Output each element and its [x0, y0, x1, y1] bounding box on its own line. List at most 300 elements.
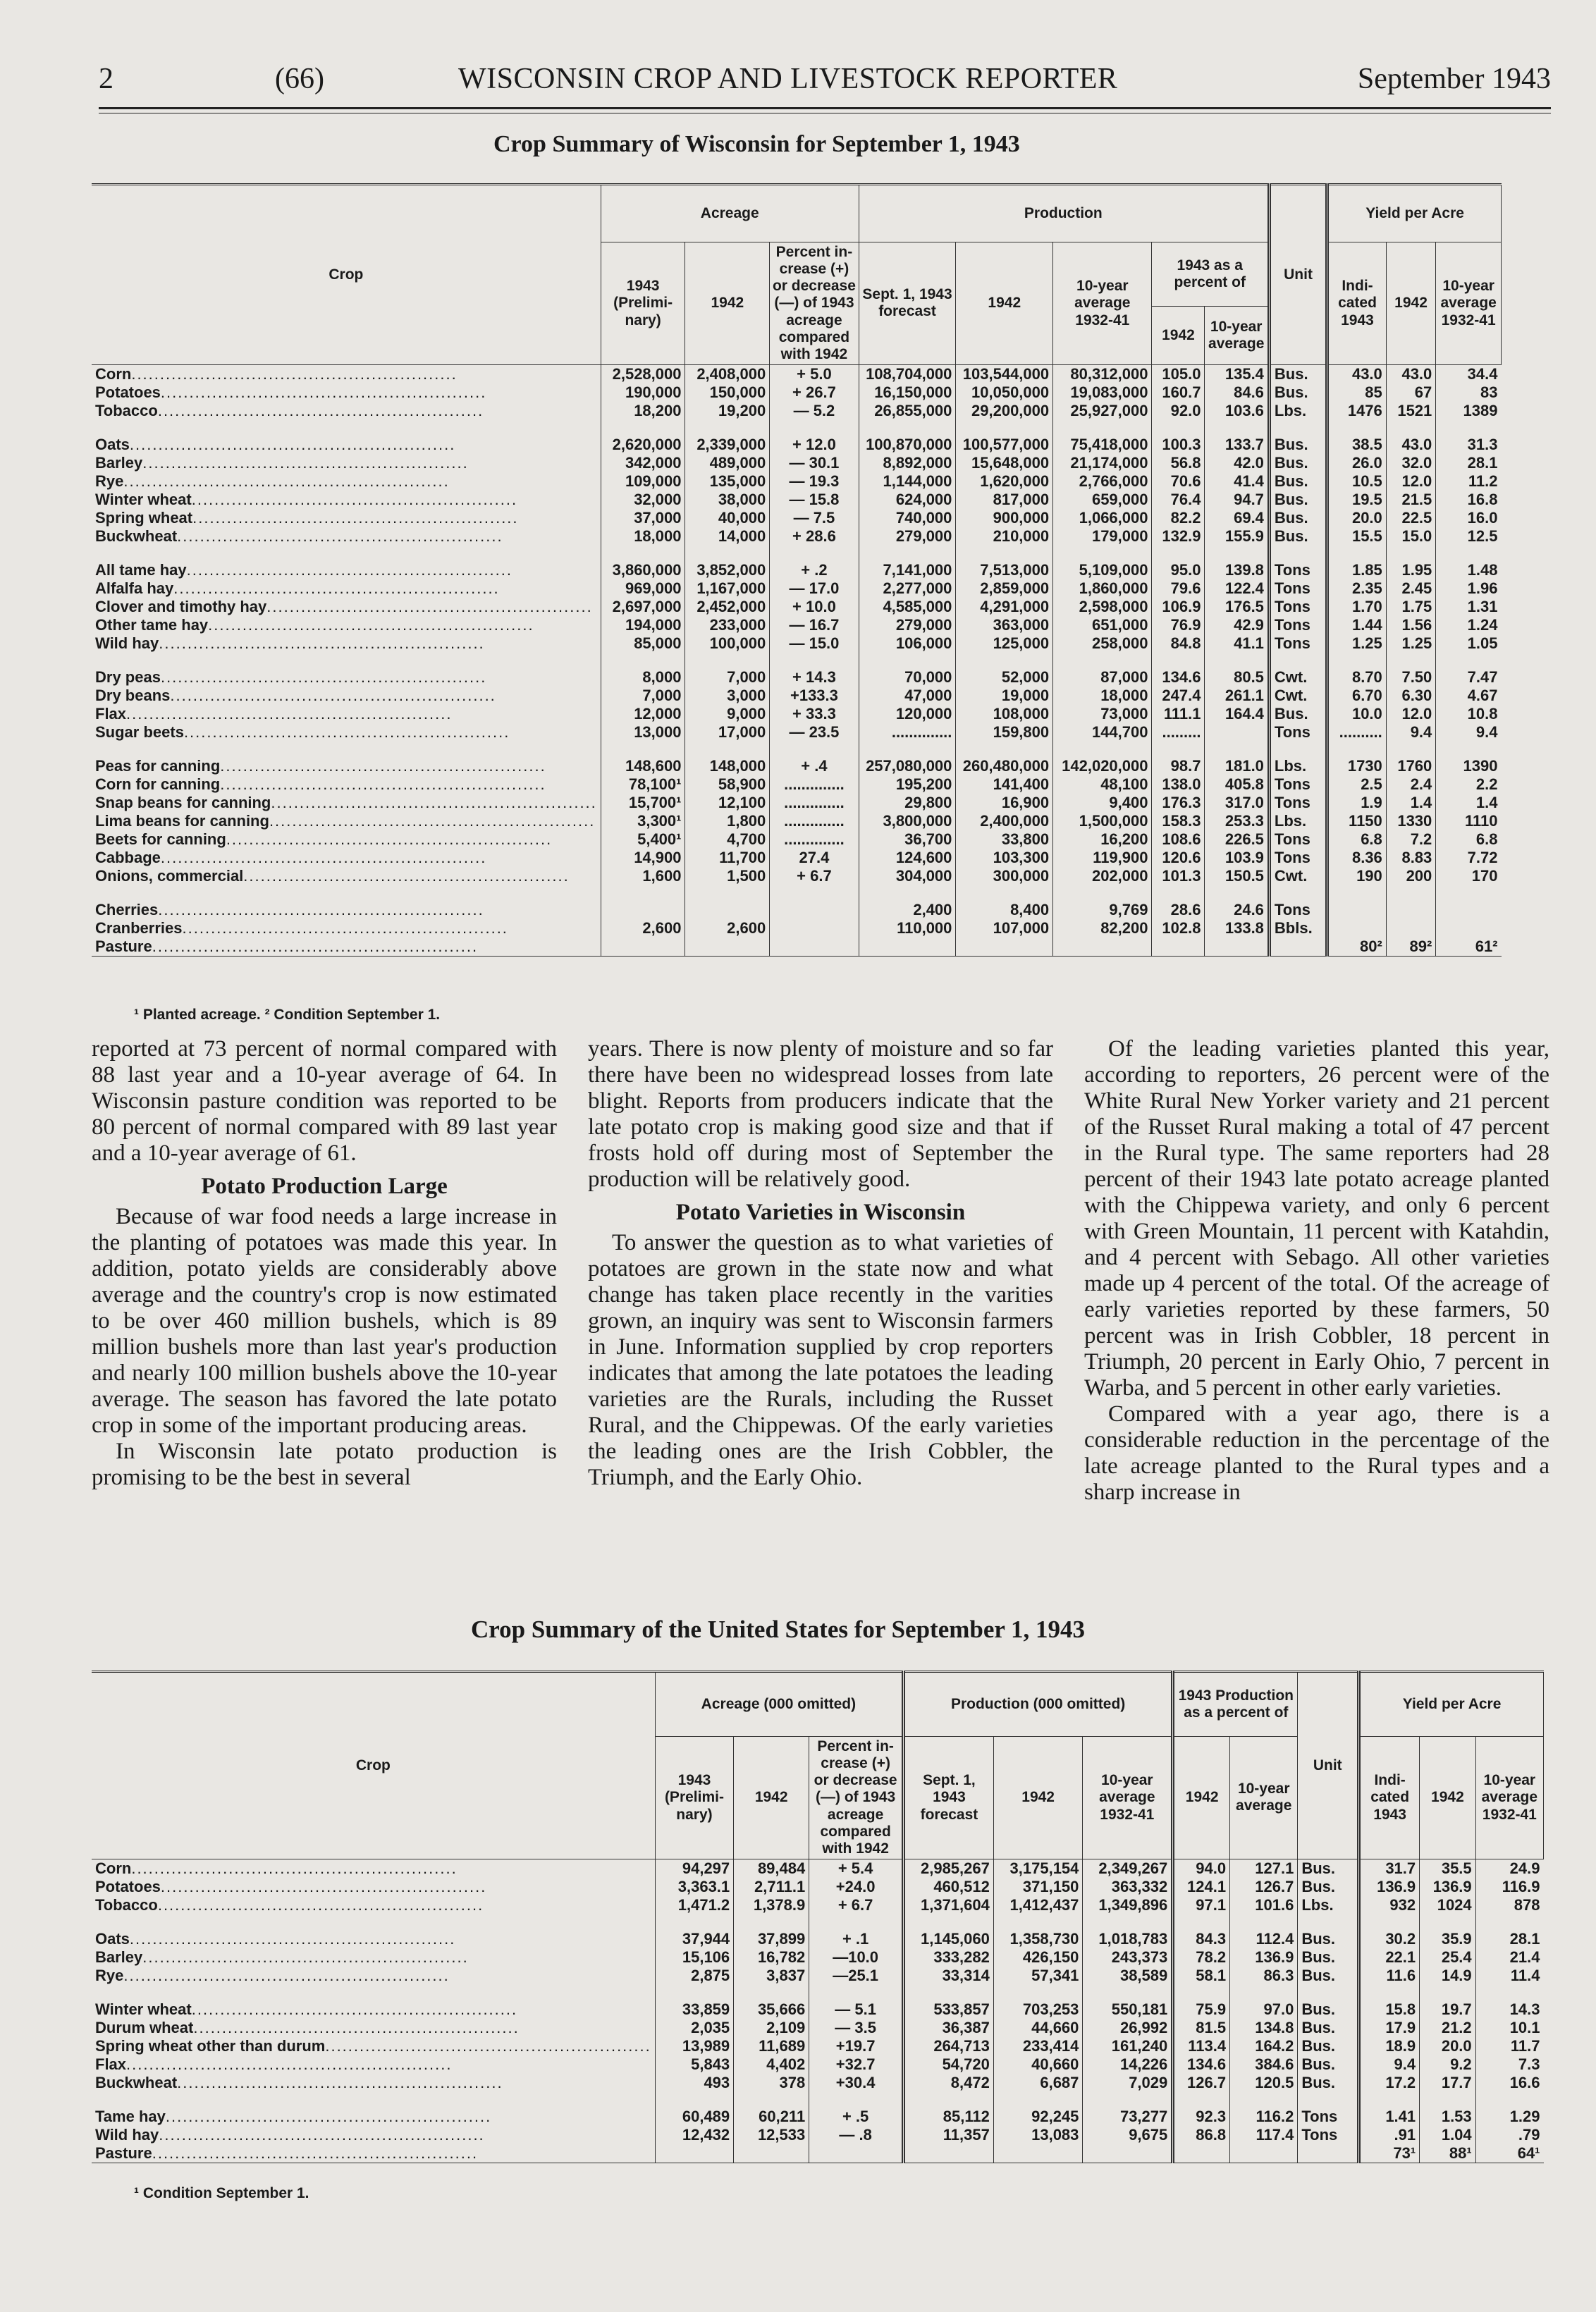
table-row: [92, 634, 1502, 653]
table-cell: 102.8: [1152, 919, 1205, 937]
table-cell: 101.3: [1152, 867, 1205, 885]
table-row: [92, 757, 1502, 775]
table-cell: 14,226: [1083, 2055, 1173, 2074]
table-cell: 13,083: [993, 2126, 1083, 2144]
table-cell: 54,720: [904, 2055, 994, 2074]
table-cell: [601, 937, 685, 957]
table-cell: 103,544,000: [956, 364, 1053, 383]
col-unit: Unit: [1269, 185, 1327, 365]
table-cell: 29,800: [859, 794, 956, 812]
group-spacer: [92, 742, 1502, 757]
table-cell: 21.4: [1475, 1948, 1543, 1967]
crop-name: [92, 383, 601, 402]
table-cell: 12.5: [1436, 527, 1502, 546]
table-cell: [1053, 937, 1152, 957]
table-cell: 36,700: [859, 830, 956, 849]
table-cell: 1,500: [685, 867, 770, 885]
table-cell: 1.9: [1327, 794, 1387, 812]
table-cell: 11,357: [904, 2126, 994, 2144]
table-cell: 703,253: [993, 2000, 1083, 2019]
col-acreage-1942: 1942: [734, 1737, 809, 1859]
table-cell: [685, 901, 770, 919]
table-cell: 2,452,000: [685, 598, 770, 616]
table-cell: 3,363.1: [655, 1878, 733, 1896]
table-cell: 75,418,000: [1053, 436, 1152, 454]
table-cell: 7.50: [1386, 668, 1436, 687]
table-cell: 6,687: [993, 2074, 1083, 2092]
table-cell: 9,769: [1053, 901, 1152, 919]
spacer-cell: [1083, 1985, 1173, 2000]
crop-name-text: Spring wheat other than durum: [95, 2036, 326, 2055]
table-cell: .........: [1152, 723, 1205, 742]
table-row: [92, 1967, 1544, 1985]
table-cell: 38,000: [685, 491, 770, 509]
table-cell: 15.0: [1386, 527, 1436, 546]
table-cell: 124.1: [1173, 1878, 1230, 1896]
leader-dots: .........................................................: [226, 830, 553, 848]
table-cell: 1150: [1327, 812, 1387, 830]
paragraph: Of the leading varieties planted this year, according to reporters, 26 percent were of the White Rural New Yorker variety and 21 percent of the Russet Rural making a total of 47 percent in the Rural type. The same reporters had 28 percent of their 1943 late potato acreage planted with the Chippewa variety, and only 6 percent with Green Mountain, 11 percent with Katahdin, and 4 percent with Sebago. All other varieties made up 4 percent of the total. Of the acreage of early varieties reported by these farmers, 50 percent was in Irish Cobbler, 18 percent in Triumph, 20 percent in Early Ohio, 7 percent in Warba, and 5 percent in other early varieties.: [1084, 1036, 1549, 1401]
table-cell: 52,000: [956, 668, 1053, 687]
table-cell: ..............: [770, 812, 859, 830]
spacer-cell: [956, 653, 1053, 668]
table-cell: 342,000: [601, 454, 685, 472]
table-cell: 9,675: [1083, 2126, 1173, 2144]
table-cell: 94.0: [1173, 1859, 1230, 1878]
table-cell: 1760: [1386, 757, 1436, 775]
col-prod-10yr: 10-year average 1932-41: [1083, 1737, 1173, 1859]
table-cell: 106.9: [1152, 598, 1205, 616]
spacer-cell: [1298, 1985, 1359, 2000]
table-cell: 19.5: [1327, 491, 1387, 509]
spacer-cell: [1205, 885, 1269, 901]
table-cell: — 15.0: [770, 634, 859, 653]
table-cell: 25.4: [1420, 1948, 1476, 1967]
table-cell: 22.1: [1359, 1948, 1420, 1967]
col-prod-percent: 1943 as a percent of: [1152, 242, 1269, 307]
table-cell: 56.8: [1152, 454, 1205, 472]
table-cell: 29,200,000: [956, 402, 1053, 420]
table-cell: 2,339,000: [685, 436, 770, 454]
crop-name: [92, 668, 601, 687]
table-cell: 170: [1436, 867, 1502, 885]
col-acreage-percent: Percent in- crease (+) or decrease (—) of 1943 acreage compared with 1942: [770, 242, 859, 365]
table-cell: 35.5: [1420, 1859, 1476, 1878]
table-cell: 12,533: [734, 2126, 809, 2144]
table-cell: 158.3: [1152, 812, 1205, 830]
table-cell: 1389: [1436, 402, 1502, 420]
table-cell: — 5.1: [809, 2000, 904, 2019]
table-cell: 210,000: [956, 527, 1053, 546]
table-cell: Lbs.: [1298, 1896, 1359, 1914]
table-cell: 17,000: [685, 723, 770, 742]
table-row: [92, 436, 1502, 454]
table-cell: 932: [1359, 1896, 1420, 1914]
table-cell: 80²: [1327, 937, 1387, 957]
table-row: [92, 2055, 1544, 2074]
table-cell: 8.83: [1386, 849, 1436, 867]
table-cell: + 5.0: [770, 364, 859, 383]
col-yield: Yield per Acre: [1327, 185, 1502, 242]
table-cell: 10.8: [1436, 705, 1502, 723]
crop-name: [92, 849, 601, 867]
crop-name: [92, 634, 601, 653]
crop-name-text: Tobacco: [95, 401, 158, 419]
group-spacer: [92, 1914, 1544, 1930]
table-cell: 14,000: [685, 527, 770, 546]
table-cell: 85,112: [904, 2108, 994, 2126]
table-cell: 3,800,000: [859, 812, 956, 830]
wisconsin-table-title: Crop Summary of Wisconsin for September 1, 1943: [493, 131, 1020, 157]
table-cell: 16,782: [734, 1948, 809, 1967]
table-cell: 83: [1436, 383, 1502, 402]
table-cell: 16.0: [1436, 509, 1502, 527]
table-cell: 34.4: [1436, 364, 1502, 383]
table-cell: 6.8: [1436, 830, 1502, 849]
leader-dots: .........................................................: [266, 597, 593, 615]
table-cell: 2,598,000: [1053, 598, 1152, 616]
table-cell: 8.36: [1327, 849, 1387, 867]
spacer-cell: [1269, 742, 1327, 757]
table-cell: 87,000: [1053, 668, 1152, 687]
table-cell: 13,989: [655, 2037, 733, 2055]
table-cell: 150,000: [685, 383, 770, 402]
table-cell: 100.3: [1152, 436, 1205, 454]
table-cell: 10.0: [1327, 705, 1387, 723]
spacer-cell: [859, 546, 956, 561]
crop-name: [92, 2055, 655, 2074]
col-prod-1942: 1942: [956, 242, 1053, 365]
spacer-cell: [601, 546, 685, 561]
table-row: [92, 527, 1502, 546]
table-cell: 120.6: [1152, 849, 1205, 867]
group-spacer: [92, 420, 1502, 436]
table-cell: 1.48: [1436, 561, 1502, 579]
table-cell: 1,167,000: [685, 579, 770, 598]
table-cell: 3,837: [734, 1967, 809, 1985]
leader-dots: .........................................................: [191, 2000, 518, 2018]
table-cell: 1.05: [1436, 634, 1502, 653]
table-cell: 405.8: [1205, 775, 1269, 794]
col-acreage-percent: Percent in- crease (+) or decrease (—) of 1943 acreage compared with 1942: [809, 1737, 904, 1859]
crop-name: [92, 867, 601, 885]
table-cell: 7,513,000: [956, 561, 1053, 579]
table-cell: 460,512: [904, 1878, 994, 1896]
spacer-cell: [904, 1914, 994, 1930]
table-row: [92, 402, 1502, 420]
table-cell: 1.44: [1327, 616, 1387, 634]
table-cell: 58,900: [685, 775, 770, 794]
leader-dots: .........................................................: [157, 1895, 484, 1914]
table-cell: + 6.7: [770, 867, 859, 885]
table-cell: 33,859: [655, 2000, 733, 2019]
table-cell: Tons: [1269, 775, 1327, 794]
table-cell: 164.4: [1205, 705, 1269, 723]
table-cell: Bus.: [1269, 383, 1327, 402]
table-cell: 134.6: [1173, 2055, 1230, 2074]
crop-name: [92, 598, 601, 616]
table-cell: — 19.3: [770, 472, 859, 491]
table-cell: 82,200: [1053, 919, 1152, 937]
table-cell: 4.67: [1436, 687, 1502, 705]
spacer-cell: [1173, 1914, 1230, 1930]
table-cell: 33,800: [956, 830, 1053, 849]
table-cell: 2,109: [734, 2019, 809, 2037]
spacer-cell: [1359, 1914, 1420, 1930]
table-row: [92, 616, 1502, 634]
table-cell: + .4: [770, 757, 859, 775]
table-cell: 43.0: [1386, 436, 1436, 454]
spacer-cell: [904, 2092, 994, 2108]
table-cell: 84.3: [1173, 1930, 1230, 1948]
crop-name: [92, 454, 601, 472]
table-cell: 9,400: [1053, 794, 1152, 812]
spacer-cell: [601, 420, 685, 436]
table-cell: 25,927,000: [1053, 402, 1152, 420]
paragraph: Because of war food needs a large increase in the planting of potatoes was made this year. In addition, potato yields are considerably above average and the country's crop is now estimated to be over 460 million bushels, which is 89 million bushels more than last year's production and nearly 100 million bushels above the 10-year average. The season has favored the late potato crop in some of the important producing areas.: [92, 1204, 557, 1438]
crop-name-text: Snap beans for canning: [95, 793, 271, 811]
table-cell: 16.8: [1436, 491, 1502, 509]
crop-name: [92, 1896, 655, 1914]
spacer-cell: [685, 420, 770, 436]
col-yield-indicated: Indi- cated 1943: [1359, 1737, 1420, 1859]
leader-dots: .........................................................: [152, 937, 479, 955]
table-cell: Bus.: [1269, 491, 1327, 509]
table-cell: 28.1: [1436, 454, 1502, 472]
crop-name-text: Tobacco: [95, 1895, 158, 1914]
leader-dots: .........................................................: [159, 634, 485, 652]
table-cell: 7.2: [1386, 830, 1436, 849]
table-cell: 2,600: [685, 919, 770, 937]
spacer-cell: [92, 546, 601, 561]
table-row: [92, 867, 1502, 885]
table-cell: 1,860,000: [1053, 579, 1152, 598]
table-cell: 2,620,000: [601, 436, 685, 454]
table-cell: 21,174,000: [1053, 454, 1152, 472]
table-cell: 8,472: [904, 2074, 994, 2092]
table-cell: 258,000: [1053, 634, 1152, 653]
table-cell: 21.2: [1420, 2019, 1476, 2037]
table-cell: [1083, 2144, 1173, 2163]
leader-dots: .........................................................: [158, 900, 484, 918]
table-cell: + 33.3: [770, 705, 859, 723]
crop-name: [92, 1859, 655, 1878]
table-cell: 176.3: [1152, 794, 1205, 812]
crop-name-text: Cabbage: [95, 848, 161, 866]
table-row: [92, 775, 1502, 794]
leader-dots: .........................................................: [160, 1877, 487, 1895]
table-cell: 19.7: [1420, 2000, 1476, 2019]
table-cell: +19.7: [809, 2037, 904, 2055]
group-spacer: [92, 653, 1502, 668]
spacer-cell: [859, 885, 956, 901]
table-cell: 101.6: [1230, 1896, 1298, 1914]
table-cell: 1.25: [1386, 634, 1436, 653]
leader-dots: .........................................................: [177, 527, 503, 545]
table-cell: 2,035: [655, 2019, 733, 2037]
table-row: [92, 919, 1502, 937]
table-cell: +30.4: [809, 2074, 904, 2092]
us-table-footnote: ¹ Condition September 1.: [134, 2185, 309, 2201]
table-cell: 124,600: [859, 849, 956, 867]
crop-name-text: Barley: [95, 1948, 143, 1966]
leader-dots: .........................................................: [129, 1929, 456, 1948]
table-cell: 1,500,000: [1053, 812, 1152, 830]
table-cell: 8.70: [1327, 668, 1387, 687]
table-cell: Bus.: [1298, 1967, 1359, 1985]
table-cell: Tons: [1269, 901, 1327, 919]
spacer-cell: [956, 742, 1053, 757]
table-cell: Bus.: [1298, 1930, 1359, 1948]
table-cell: 89²: [1386, 937, 1436, 957]
table-cell: 651,000: [1053, 616, 1152, 634]
table-cell: 1024: [1420, 1896, 1476, 1914]
table-cell: 1.04: [1420, 2126, 1476, 2144]
table-cell: Cwt.: [1269, 867, 1327, 885]
spacer-cell: [1359, 2092, 1420, 2108]
table-cell: 11.7: [1475, 2037, 1543, 2055]
crop-name-text: Potatoes: [95, 1877, 161, 1895]
leader-dots: .........................................................: [129, 435, 456, 453]
table-cell: Bus.: [1269, 527, 1327, 546]
table-cell: 136.9: [1420, 1878, 1476, 1896]
table-cell: Tons: [1269, 794, 1327, 812]
crop-name: [92, 830, 601, 849]
spacer-cell: [685, 653, 770, 668]
table-cell: 19,083,000: [1053, 383, 1152, 402]
us-table-title: Crop Summary of the United States for September 1, 1943: [471, 1616, 1086, 1643]
table-cell: +133.3: [770, 687, 859, 705]
table-cell: 261.1: [1205, 687, 1269, 705]
leader-dots: .........................................................: [126, 704, 453, 722]
col-prod-percent: 1943 Production as a percent of: [1173, 1672, 1298, 1737]
table-cell: 279,000: [859, 527, 956, 546]
spacer-cell: [809, 2092, 904, 2108]
spacer-cell: [601, 742, 685, 757]
crop-name: [92, 2037, 655, 2055]
crop-name: [92, 2144, 655, 2163]
crop-name-text: Pasture: [95, 937, 152, 955]
col-acreage-1942: 1942: [685, 242, 770, 365]
col-acreage: Acreage (000 omitted): [655, 1672, 903, 1737]
table-cell: —10.0: [809, 1948, 904, 1967]
table-cell: 12.0: [1386, 705, 1436, 723]
table-cell: 92.3: [1173, 2108, 1230, 2126]
table-row: [92, 472, 1502, 491]
table-cell: 2,766,000: [1053, 472, 1152, 491]
table-cell: 38.5: [1327, 436, 1387, 454]
spacer-cell: [1298, 1914, 1359, 1930]
table-cell: 3,852,000: [685, 561, 770, 579]
crop-name-text: Spring wheat: [95, 508, 193, 527]
table-cell: Cwt.: [1269, 668, 1327, 687]
table-cell: 111.1: [1152, 705, 1205, 723]
table-cell: 1,800: [685, 812, 770, 830]
table-cell: 122.4: [1205, 579, 1269, 598]
table-cell: 1,600: [601, 867, 685, 885]
spacer-cell: [1173, 2092, 1230, 2108]
spacer-cell: [655, 2092, 733, 2108]
crop-name-text: Cherries: [95, 900, 159, 918]
spacer-cell: [92, 742, 601, 757]
table-cell: 10.1: [1475, 2019, 1543, 2037]
spacer-cell: [92, 420, 601, 436]
table-cell: 80.5: [1205, 668, 1269, 687]
table-cell: Bus.: [1298, 1859, 1359, 1878]
table-cell: 1.70: [1327, 598, 1387, 616]
leader-dots: .........................................................: [165, 2107, 492, 2125]
table-cell: 1,471.2: [655, 1896, 733, 1914]
crop-name: [92, 1930, 655, 1948]
leader-dots: .........................................................: [160, 383, 487, 401]
table-cell: 117.4: [1230, 2126, 1298, 2144]
crop-name-text: Winter wheat: [95, 490, 192, 508]
table-row: [92, 2108, 1544, 2126]
table-cell: 16,900: [956, 794, 1053, 812]
table-cell: [1173, 2144, 1230, 2163]
table-row: [92, 2000, 1544, 2019]
table-cell: 8,400: [956, 901, 1053, 919]
spacer-cell: [859, 420, 956, 436]
heading-potato-varieties: Potato Varieties in Wisconsin: [675, 1200, 966, 1225]
table-cell: 6.70: [1327, 687, 1387, 705]
table-cell: 1.95: [1386, 561, 1436, 579]
table-cell: — 16.7: [770, 616, 859, 634]
table-cell: Tons: [1269, 723, 1327, 742]
table-cell: 33,314: [904, 1967, 994, 1985]
table-cell: 2,697,000: [601, 598, 685, 616]
spacer-cell: [685, 885, 770, 901]
table-cell: Bus.: [1269, 364, 1327, 383]
table-cell: 32,000: [601, 491, 685, 509]
spacer-cell: [1152, 653, 1205, 668]
table-cell: 624,000: [859, 491, 956, 509]
table-cell: [734, 2144, 809, 2163]
table-cell: 371,150: [993, 1878, 1083, 1896]
spacer-cell: [1386, 742, 1436, 757]
paragraph: years. There is now plenty of moisture and so far there have been no widespread losses from late blight. Reports from producers indicate that the late potato crop is making good size and that if frosts hold off during most of September the production will be relatively good.: [588, 1036, 1053, 1192]
table-cell: 134.6: [1152, 668, 1205, 687]
spacer-cell: [1083, 1914, 1173, 1930]
table-cell: [601, 901, 685, 919]
table-cell: [1327, 901, 1387, 919]
leader-dots: .........................................................: [325, 2036, 651, 2055]
table-cell: 493: [655, 2074, 733, 2092]
article-column-1: [92, 1036, 557, 1491]
table-cell: — 5.2: [770, 402, 859, 420]
table-cell: 1730: [1327, 757, 1387, 775]
table-cell: [655, 2144, 733, 2163]
table-cell: 38,589: [1083, 1967, 1173, 1985]
table-cell: 14,900: [601, 849, 685, 867]
table-row: [92, 383, 1502, 402]
table-cell: 76.4: [1152, 491, 1205, 509]
table-cell: 81.5: [1173, 2019, 1230, 2037]
crop-name: [92, 527, 601, 546]
table-cell: 2,400,000: [956, 812, 1053, 830]
paragraph: Compared with a year ago, there is a considerable reduction in the percentage of the late acreage planted to the Rural types and a sharp increase in: [1084, 1401, 1549, 1505]
table-cell: 108,000: [956, 705, 1053, 723]
group-spacer: [92, 885, 1502, 901]
col-acreage: Acreage: [601, 185, 859, 242]
spacer-cell: [734, 1914, 809, 1930]
us-table-body: [92, 1859, 1544, 2163]
table-cell: ..............: [770, 775, 859, 794]
col-prod-1942: 1942: [993, 1737, 1083, 1859]
table-cell: 85,000: [601, 634, 685, 653]
table-cell: 15,648,000: [956, 454, 1053, 472]
table-cell: 1,378.9: [734, 1896, 809, 1914]
